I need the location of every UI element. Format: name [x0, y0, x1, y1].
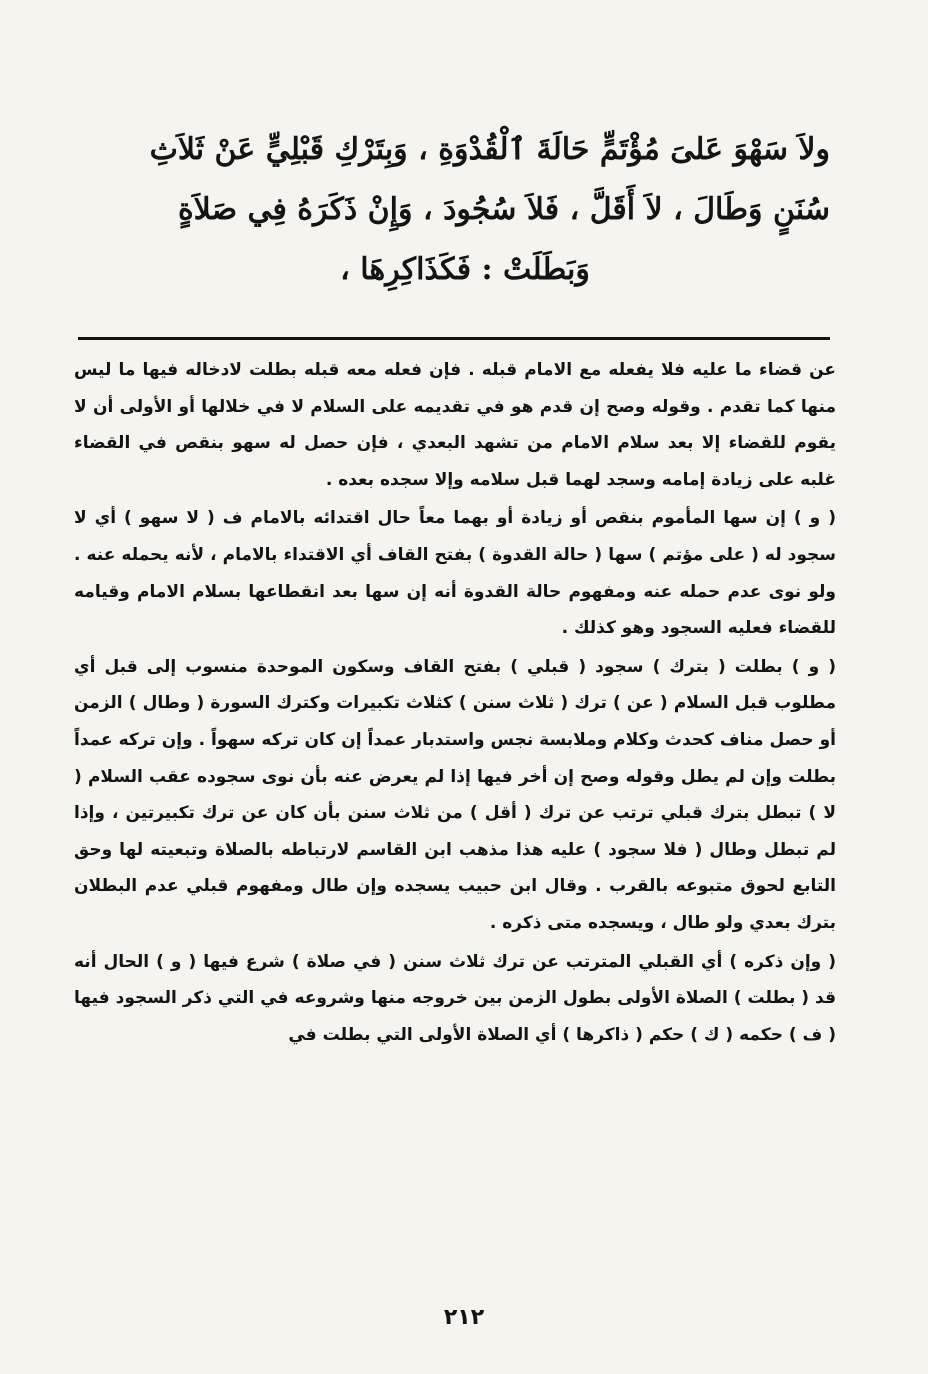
matn-text-block	[100, 120, 830, 300]
commentary-paragraph-3: ( و ) بطلت ( بترك ) سجود ( قبلي ) بفتح القاف وسكون الموحدة منسوب إلى قبل أي مطلوب قبل السلام ( عن ) ترك ( ثلاث سنن ) كثلاث تكبيرات وكترك السورة ( وطال ) الزمن أو حصل مناف كحدث وكلام وملابسة نجس واستدبار عمداً إن كان تركه سهواً . وإن تركه عمداً بطلت وإن لم يطل وقوله وصح إن أخر فيها إذا لم يعرض عنه بأن نوى سجوده عقب السلام ( لا ) تبطل بترك قبلي ترتب عن ترك ( أقل ) من ثلاث سنن بأن كان عن ترك تكبيرتين ، وإذا لم تبطل وطال ( فلا سجود ) عليه هذا مذهب ابن القاسم لارتباطه بالصلاة وتبعيته لها وحق التابع لحوق متبوعه بالقرب . وقال ابن حبيب يسجده وإن طال ومفهوم قبلي عدم البطلان بترك بعدي ولو طال ، ويسجده متى ذكره .	[74, 656, 836, 933]
commentary-paragraph-1: عن قضاء ما عليه فلا يفعله مع الامام قبله . فإن فعله معه قبله بطلت لادخاله فيها ما ليس منها كما تقدم . وقوله وصح إن قدم هو في تقديمه على السلام لا في خلالها أو الأولى أن لا يقوم للقضاء إلا بعد سلام الامام من تشهد البعدي ، فإن حصل له سهو بنقص في القضاء غلبه على زيادة إمامه وسجد لهما قبل سلامه وإلا سجده بعده .	[74, 360, 836, 490]
commentary-text-block	[74, 352, 836, 1053]
matn-line-1: ولاَ سَهْوَ عَلىَ مُؤْتَمٍّ حَالَةَ ٱلْقُدْوَةِ ، وَبِتَرْكِ قَبْلِيٍّ عَنْ ثَلاَثِ	[149, 132, 830, 167]
separator-rule	[78, 337, 830, 340]
commentary-paragraph-4: ( وإن ذكره ) أي القبلي المترتب عن ترك ثلاث سنن ( في صلاة ) شرع فيها ( و ) الحال أنه قد ( بطلت ) الصلاة الأولى بطول الزمن بين خروجه منها وشروعه في التي ذكر السجود فيها ( ف ) حكمه ( ك ) حكم ( ذاكرها ) أي الصلاة الأولى التي بطلت في	[74, 951, 836, 1045]
matn-line-3: وَبَطَلَتْ : فَكَذَاكِرِهَا ،	[340, 252, 590, 287]
page-number: ٢١٢	[443, 1305, 485, 1330]
matn-line-2: سُنَنٍ وَطَالَ ، لاَ أَقَلَّ ، فَلاَ سُجُودَ ، وَإِنْ ذَكَرَهُ فِي صَلاَةٍ	[177, 192, 830, 227]
commentary-paragraph-2: ( و ) إن سها المأموم بنقص أو زيادة أو بهما معاً حال اقتدائه بالامام ف ( لا سهو ) أي لا سجود له ( على مؤتم ) سها ( حالة القدوة ) بفتح القاف أي الاقتداء بالامام ، لأنه يحمله عنه . ولو نوى عدم حمله عنه ومفهوم حالة القدوة أنه إن سها بعد انقطاعها بسلام الامام وقيامه للقضاء فعليه السجود وهو كذلك .	[74, 508, 836, 639]
